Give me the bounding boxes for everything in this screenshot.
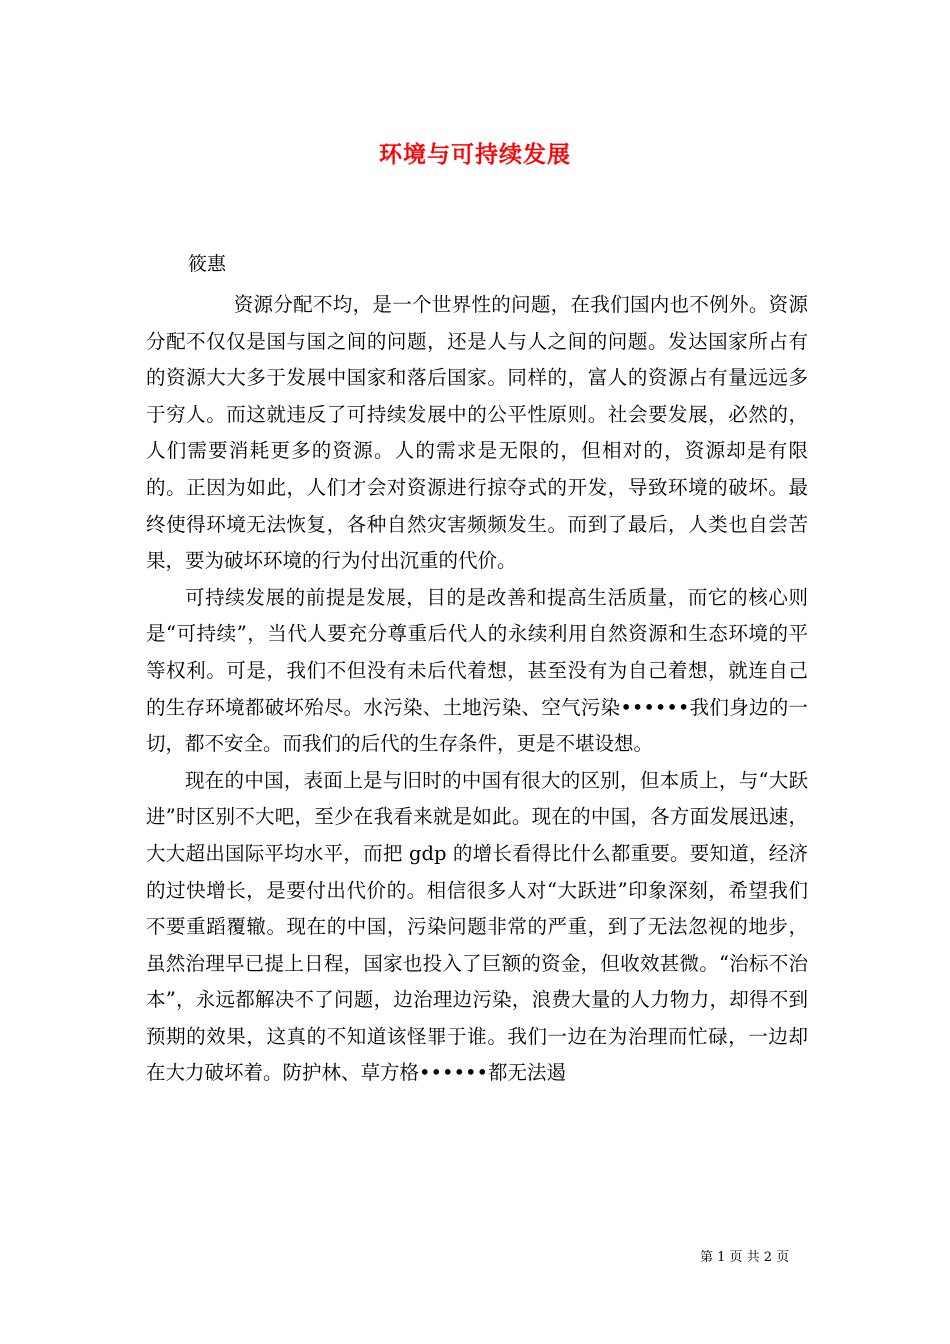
document-title: 环境与可持续发展 (379, 141, 571, 168)
document-body (146, 287, 808, 1092)
paragraph-2: 可持续发展的前提是发展，目的是改善和提高生活质量，而它的核心则是“可持续”，当代人要充分尊重后代人的永续利用自然资源和生态环境的平等权利。可是，我们不但没有未后代着想，甚至没有为自己着想，就连自己的生存环境都破坏殆尽。水污染、土地污染、空气污染••••••我们身边的一切，都不安全。而我们的后代的生存条件，更是不堪设想。 (146, 585, 808, 756)
page-number-footer: 第 1 页 共 2 页 (700, 1250, 790, 1265)
paragraph-1: 资源分配不均，是一个世界性的问题，在我们国内也不例外。资源分配不仅仅是国与国之间的问题，还是人与人之间的问题。发达国家所占有的资源大大多于发展中国家和落后国家。同样的，富人的资源占有量远远多于穷人。而这就违反了可持续发展中的公平性原则。社会要发展，必然的，人们需要消耗更多的资源。人的需求是无限的，但相对的，资源却是有限的。正因为如此，人们才会对资源进行掠夺式的开发，导致环境的破坏。最终使得环境无法恢复，各种自然灾害频频发生。而到了最后，人类也自尝苦果，要为破坏环境的行为付出沉重的代价。 (146, 293, 808, 573)
author-name: 筱惠 (188, 253, 227, 275)
paragraph-3: 现在的中国，表面上是与旧时的中国有很大的区别，但本质上，与“大跃进”时区别不大吧，至少在我看来就是如此。现在的中国，各方面发展迅速，大大超出国际平均水平，而把 gdp 的增长看得比什么都重要。要知道，经济的过快增长，是要付出代价的。相信很多人对“大跃进”印象深刻，希望我们不要重蹈覆辙。现在的中国，污染问题非常的严重，到了无法忽视的地步，虽然治理早已提上日程，国家也投入了巨额的资金，但收效甚微。“治标不治本”，永远都解决不了问题，边治理边污染，浪费大量的人力物力，却得不到预期的效果，这真的不知道该怪罪于谁。我们一边在为治理而忙碌，一边却在大力破坏着。防护林、草方格••••••都无法遏 (146, 768, 808, 1085)
